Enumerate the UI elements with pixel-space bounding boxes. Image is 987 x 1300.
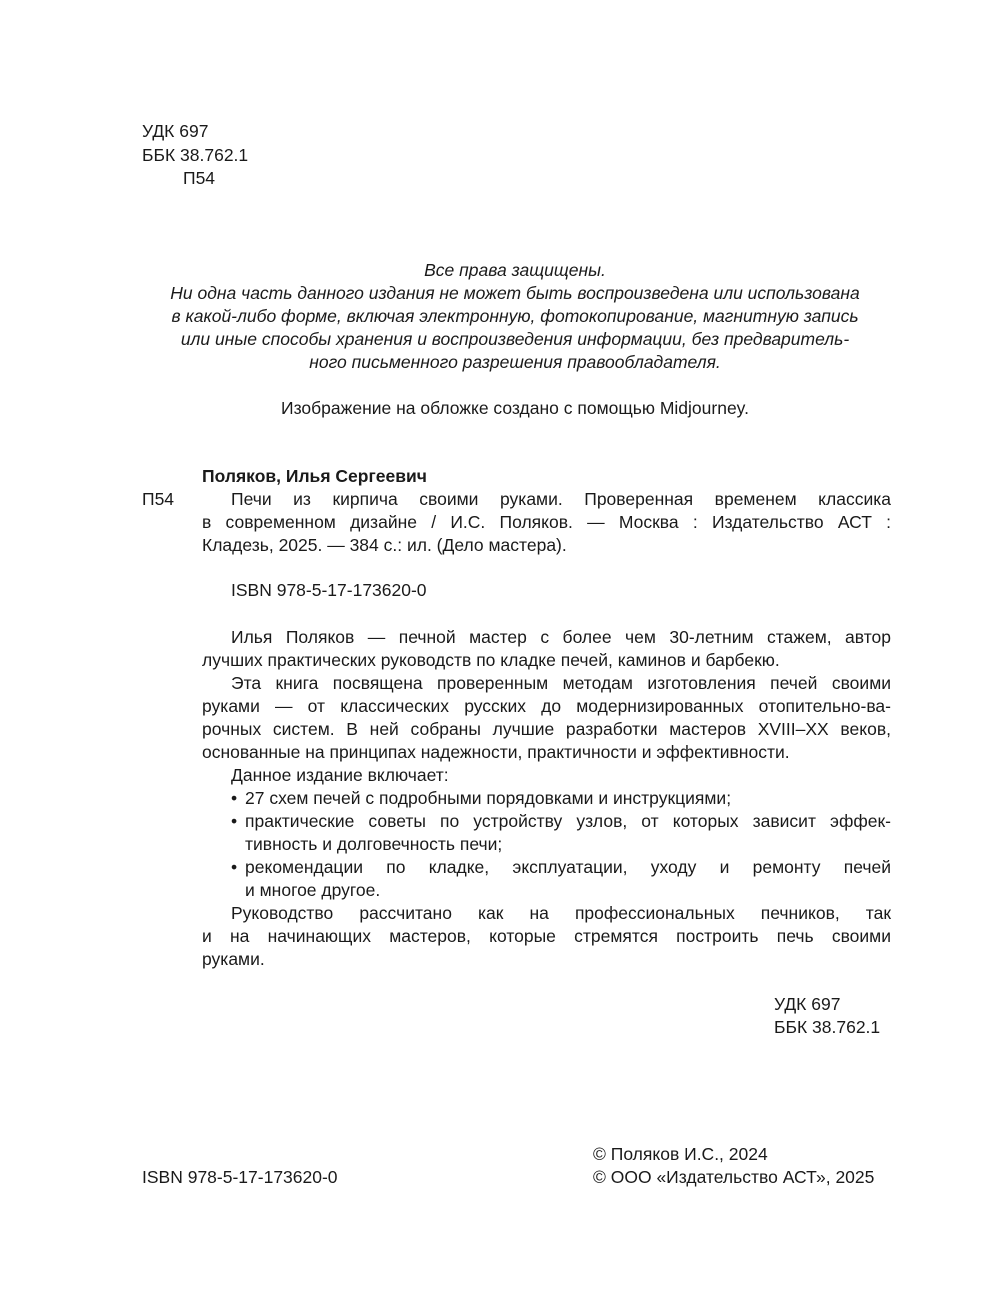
rights-heading: Все права защищены.	[424, 260, 606, 280]
rights-line: в какой-либо форме, включая электронную, фотокопирование, магнитную запись	[171, 306, 859, 326]
annotation-line: Данное издание включает:	[231, 765, 449, 785]
annotation-line: лучших практических руководств по кладке печей, каминов и барбекю.	[202, 650, 780, 670]
copyright-publisher: © ООО «Издательство АСТ», 2025	[593, 1167, 875, 1187]
bullet-item-continuation: и многое другое.	[245, 880, 381, 900]
rights-line: или иные способы хранения и воспроизведения информации, без предваритель-	[180, 329, 850, 349]
annotation-line: Эта книга посвящена проверенным методам изготовления печей своими	[231, 673, 891, 693]
author-mark: П54	[183, 168, 216, 188]
catalog-author: Поляков, Илья Сергеевич	[202, 466, 427, 486]
annotation-line: рочных систем. В ней собраны лучшие разработки мастеров XVIII–XX веков,	[202, 719, 891, 739]
bullet-dot-icon: •	[231, 811, 238, 831]
rights-line: Ни одна часть данного издания не может быть воспроизведена или использована	[170, 283, 860, 303]
annotation-closing-line: Руководство рассчитано как на профессиональных печников, так	[231, 903, 891, 923]
udk-code: УДК 697	[142, 121, 209, 141]
cover-note: Изображение на обложке создано с помощью Midjourney.	[281, 398, 749, 418]
annotation-line: Илья Поляков — печной мастер с более чем 30-летним стажем, автор	[231, 627, 891, 647]
footer-isbn: ISBN 978-5-17-173620-0	[142, 1167, 338, 1187]
bbk-code-bottom: ББК 38.762.1	[774, 1017, 881, 1037]
bullet-item: практические советы по устройству узлов, от которых зависит эффек-	[245, 811, 891, 831]
bullet-dot-icon: •	[231, 857, 238, 877]
catalog-mark: П54	[142, 489, 175, 509]
bullet-item: рекомендации по кладке, эксплуатации, уходу и ремонту печей	[245, 857, 891, 877]
annotation-closing-line: и на начинающих мастеров, которые стремятся построить печь своими	[202, 926, 891, 946]
rights-line: ного письменного разрешения правообладателя.	[309, 352, 721, 372]
catalog-isbn: ISBN 978-5-17-173620-0	[231, 580, 427, 600]
udk-code-bottom: УДК 697	[774, 994, 841, 1014]
bbk-code: ББК 38.762.1	[142, 145, 249, 165]
annotation-closing-line: руками.	[202, 949, 265, 969]
bullet-item: 27 схем печей с подробными порядовками и инструкциями;	[245, 788, 732, 808]
catalog-title-line: Печи из кирпича своими руками. Проверенная временем классика	[231, 489, 891, 509]
catalog-title-line: Кладезь, 2025. — 384 с.: ил. (Дело мастера).	[202, 535, 567, 555]
annotation-line: основанные на принципах надежности, практичности и эффективности.	[202, 742, 790, 762]
annotation-line: руками — от классических русских до модернизированных отопительно-ва-	[202, 696, 891, 716]
bullet-item-continuation: тивность и долговечность печи;	[245, 834, 503, 854]
bullet-dot-icon: •	[231, 788, 238, 808]
catalog-title-line: в современном дизайне / И.С. Поляков. — Москва : Издательство АСТ :	[202, 512, 891, 532]
copyright-author: © Поляков И.С., 2024	[593, 1144, 768, 1164]
